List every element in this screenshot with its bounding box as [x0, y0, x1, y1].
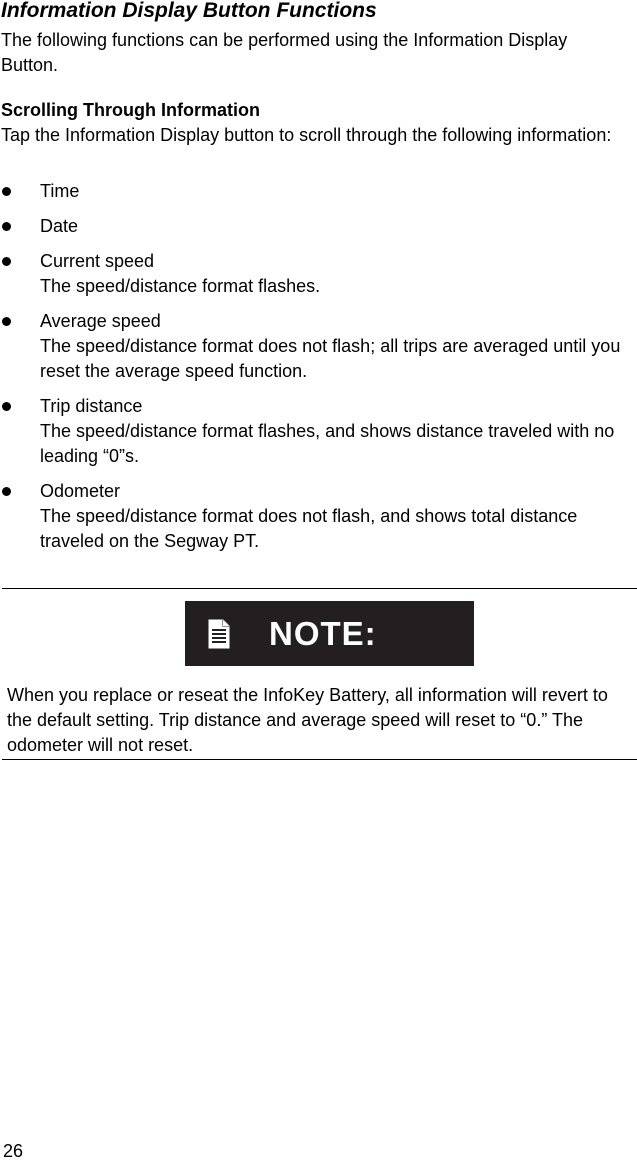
- list-item-label: Average speed: [40, 311, 161, 331]
- list-item-label: Time: [40, 181, 80, 201]
- bullet-icon: [2, 487, 11, 496]
- note-banner: [185, 601, 474, 666]
- list-item-description: The speed/distance format flashes.: [40, 276, 321, 296]
- note-bottom-divider: [2, 759, 637, 760]
- list-item-time: [0, 179, 637, 204]
- note-text: When you replace or reseat the InfoKey Battery, all information will revert to the default setting. Trip distance and average speed will reset to “0.” The odometer will not reset.: [7, 685, 608, 755]
- bullet-icon: [2, 257, 11, 266]
- note-label: NOTE:: [269, 615, 377, 652]
- list-item-label: Trip distance: [40, 396, 143, 416]
- list-item-description: The speed/distance format does not flash, and shows total distance traveled on the Segway PT.: [40, 506, 578, 551]
- list-item-label: Current speed: [40, 251, 155, 271]
- list-item-trip-distance: [0, 394, 637, 469]
- list-item-description: The speed/distance format does not flash; all trips are averaged until you reset the average speed function.: [40, 336, 621, 381]
- bullet-icon: [2, 317, 11, 326]
- list-item-description: The speed/distance format flashes, and shows distance traveled with no leading “0”s.: [40, 421, 615, 466]
- list-item-label: Date: [40, 216, 79, 236]
- list-item-label: Odometer: [40, 481, 121, 501]
- list-item-current-speed: [0, 249, 637, 299]
- bullet-icon: [2, 402, 11, 411]
- list-item-average-speed: [0, 309, 637, 384]
- note-top-divider: [2, 588, 637, 589]
- intro-paragraph: The following functions can be performed using the Information Display Button.: [1, 30, 568, 75]
- scrolling-text: Tap the Information Display button to scroll through the following information:: [1, 125, 612, 145]
- bullet-icon: [2, 222, 11, 231]
- list-item-odometer: [0, 479, 637, 554]
- document-icon: [208, 619, 230, 649]
- section-heading: Information Display Button Functions: [1, 0, 377, 22]
- info-list: [0, 179, 637, 564]
- list-item-date: [0, 214, 637, 239]
- page-number: 26: [3, 1141, 24, 1161]
- bullet-icon: [2, 187, 11, 196]
- scrolling-heading: Scrolling Through Information: [1, 100, 260, 120]
